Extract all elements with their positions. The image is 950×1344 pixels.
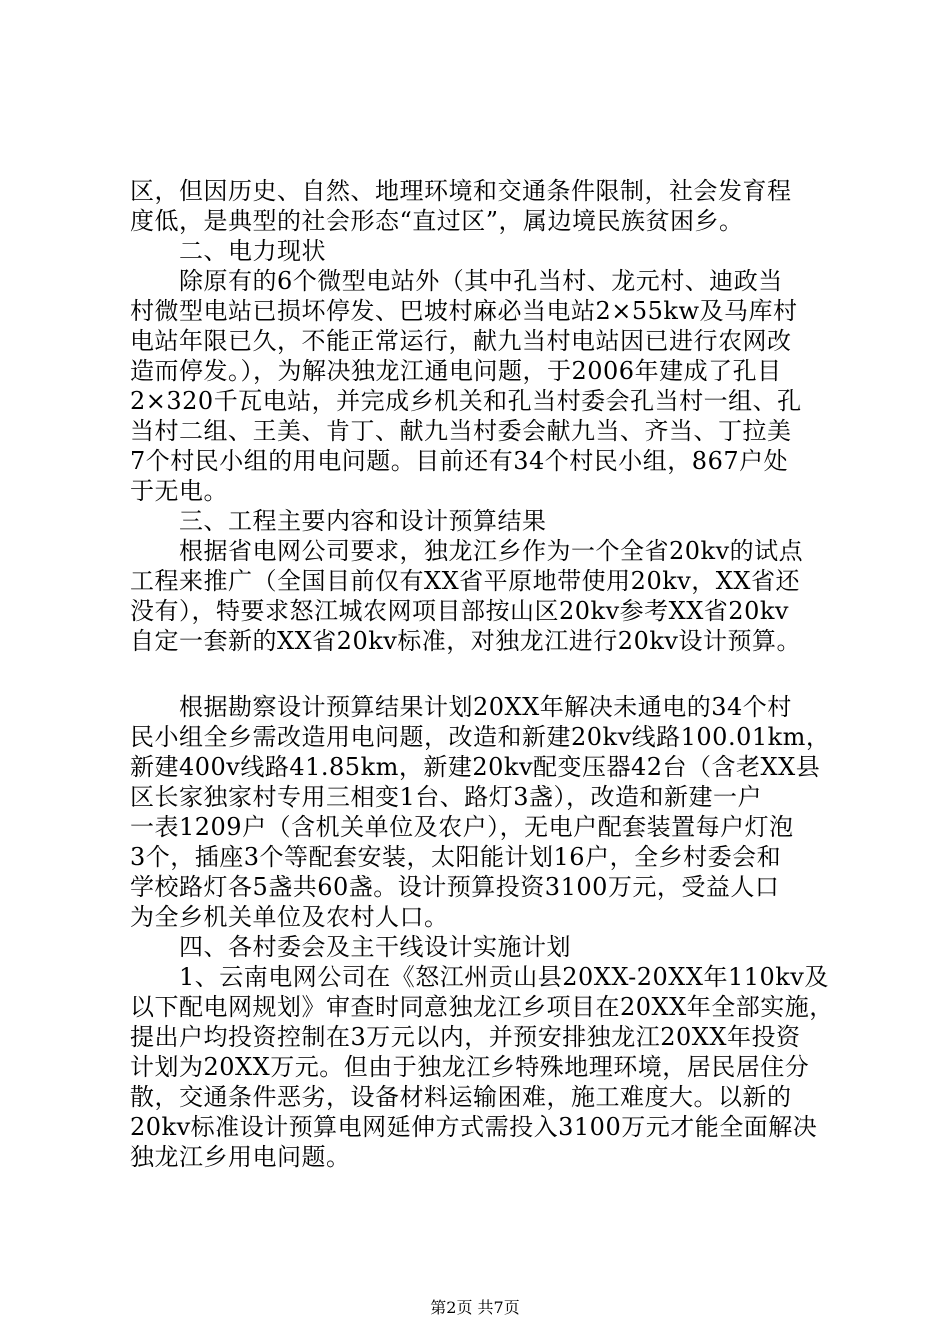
- section-heading: 二、电力现状: [130, 237, 326, 265]
- text-line: 电站年限已久，不能正常运行，献九当村电站因已进行农网改: [130, 327, 792, 355]
- text-line: 除原有的6个微型电站外（其中孔当村、龙元村、迪政当: [130, 267, 783, 295]
- text-line: 20kv标准设计预算电网延伸方式需投入3100万元才能全面解决: [130, 1113, 818, 1141]
- text-line: 民小组全乡需改造用电问题，改造和新建20kv线路100.01km，: [130, 723, 831, 751]
- text-line: 提出户均投资控制在3万元以内，并预安排独龙江20XX年投资: [130, 1023, 801, 1051]
- text-line: 1、云南电网公司在《怒江州贡山县20XX-20XX年110kv及: [130, 963, 829, 991]
- page-number: 第2页 共7页: [430, 1298, 520, 1317]
- text-line: 根据省电网公司要求，独龙江乡作为一个全省20kv的试点: [130, 537, 804, 565]
- text-line: 没有），特要求怒江城农网项目部按山区20kv参考XX省20kv: [130, 597, 789, 625]
- section-heading: 三、工程主要内容和设计预算结果: [130, 507, 547, 535]
- text-line: 区长家独家村专用三相变1台、路灯3盏），改造和新建一户: [130, 783, 763, 811]
- text-line: 新建400v线路41.85km，新建20kv配变压器42台（含老XX县: [130, 753, 821, 781]
- text-line: 学校路灯各5盏共60盏。设计预算投资3100万元，受益人口: [130, 873, 780, 901]
- text-line: 计划为20XX万元。但由于独龙江乡特殊地理环境，居民居住分: [130, 1053, 810, 1081]
- text-line: 散，交通条件恶劣，设备材料运输困难，施工难度大。以新的: [130, 1083, 792, 1111]
- text-line: 7个村民小组的用电问题。目前还有34个村民小组，867户处: [130, 447, 789, 475]
- text-line: 以下配电网规划》审查时同意独龙江乡项目在20XX年全部实施，: [130, 993, 834, 1021]
- text-line: 造而停发。），为解决独龙江通电问题，于2006年建成了孔目: [130, 357, 782, 385]
- text-line: 自定一套新的XX省20kv标准，对独龙江进行20kv设计预算。: [130, 627, 801, 655]
- text-line: 根据勘察设计预算结果计划20XX年解决未通电的34个村: [130, 693, 792, 721]
- text-line: 一表1209户（含机关单位及农户），无电户配套装置每户灯泡: [130, 813, 794, 841]
- text-line: 2×320千瓦电站，并完成乡机关和孔当村委会孔当村一组、孔: [130, 387, 802, 415]
- text-line: 独龙江乡用电问题。: [130, 1143, 351, 1171]
- text-line: 度低，是典型的社会形态“直过区”，属边境民族贫困乡。: [130, 207, 744, 235]
- text-line: 区，但因历史、自然、地理环境和交通条件限制，社会发育程: [130, 177, 792, 205]
- text-line: 当村二组、王美、肯丁、献九当村委会献九当、齐当、丁拉美: [130, 417, 792, 445]
- section-heading: 四、各村委会及主干线设计实施计划: [130, 933, 571, 961]
- text-line: 为全乡机关单位及农村人口。: [130, 903, 449, 931]
- text-line: 3个，插座3个等配套安装，太阳能计划16户，全乡村委会和: [130, 843, 782, 871]
- text-line: 村微型电站已损坏停发、巴坡村麻必当电站2×55kw及马库村: [130, 297, 798, 325]
- text-line: 工程来推广（全国目前仅有XX省平原地带使用20kv，XX省还: [130, 567, 800, 595]
- text-line: 于无电。: [130, 477, 228, 505]
